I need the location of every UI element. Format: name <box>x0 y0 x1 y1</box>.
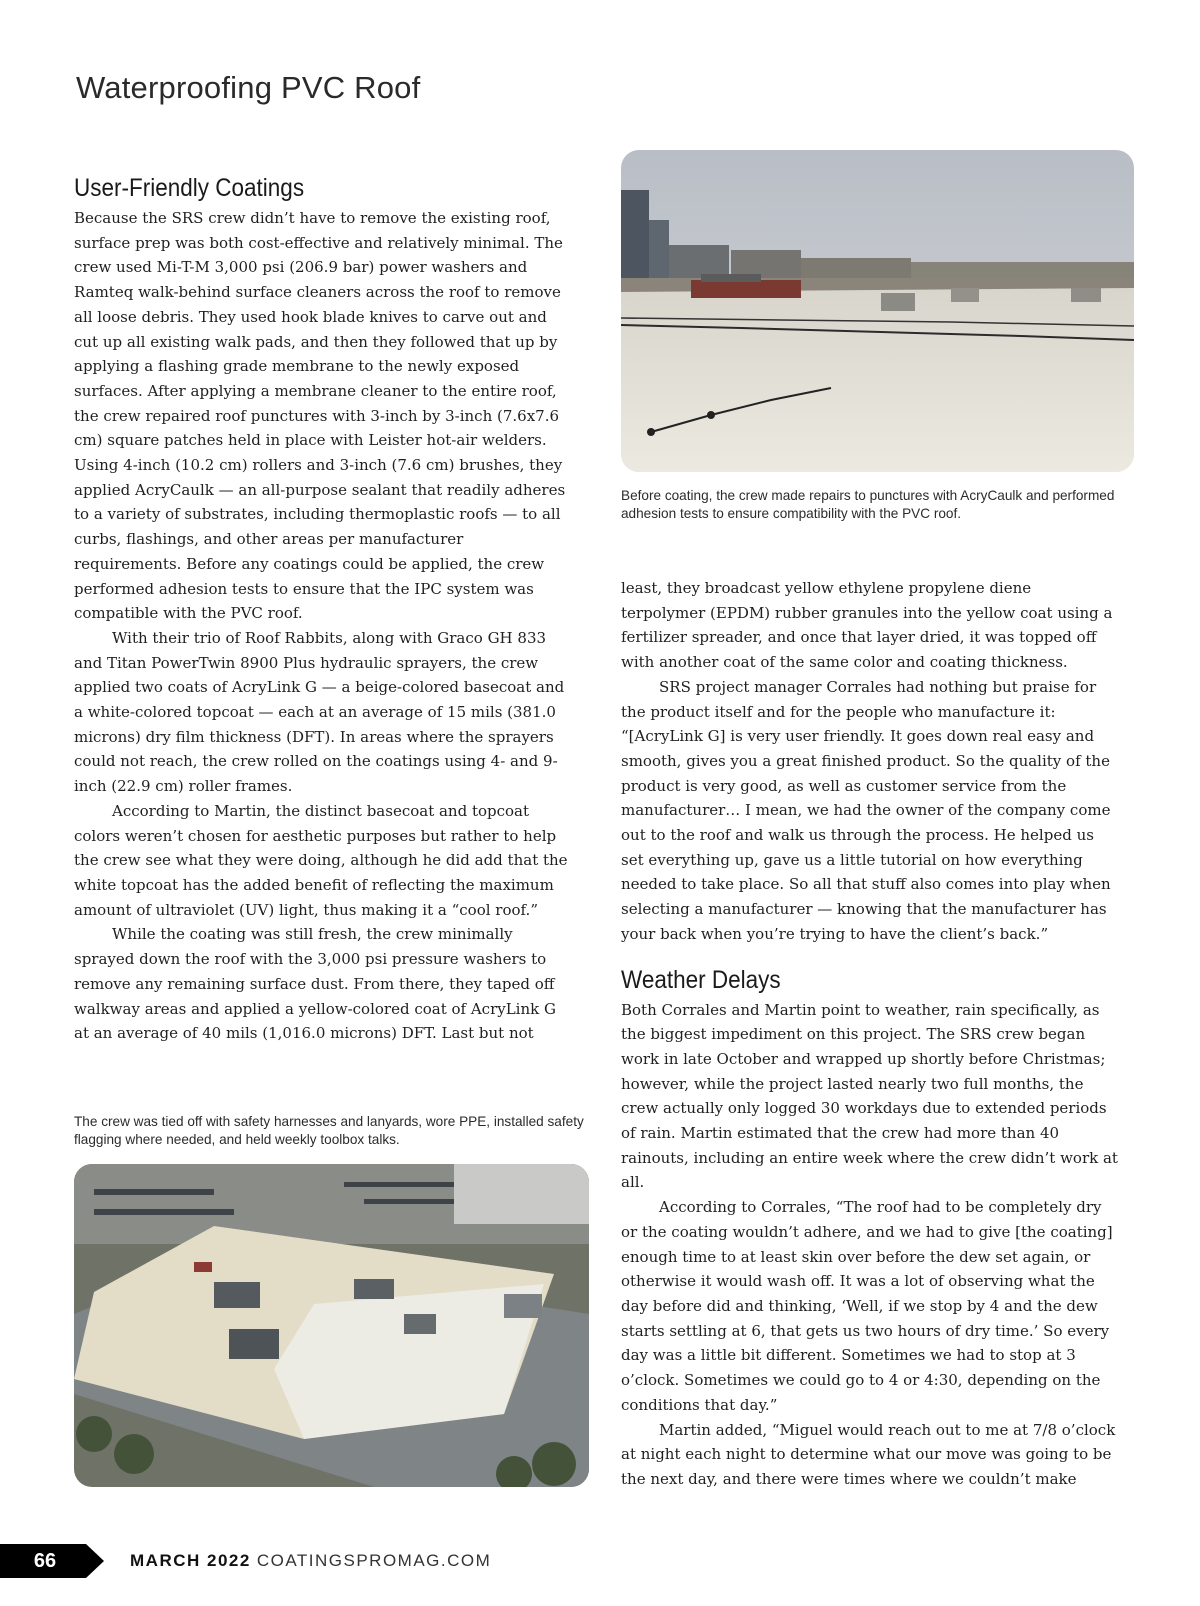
right-column <box>621 576 1119 1492</box>
paragraph: Because the SRS crew didn’t have to remove the existing roof, surface prep was both cost-effective and relatively minimal. The crew used Mi-T-M 3,000 psi (206.9 bar) power washers and Ramteq walk-behind surface cleaners across the roof to remove all loose debris. They used hook blade knives to carve out and cut up all existing walk pads, and then they followed that up by applying a flashing grade membrane to the newly exposed surfaces. After applying a membrane cleaner to the entire roof, the crew repaired roof punctures with 3-inch by 3-inch (7.6x7.6 cm) square patches held in place with Leister hot-air welders. Using 4-inch (10.2 cm) rollers and 3-inch (7.6 cm) brushes, they applied AcryCaulk — an all-purpose sealant that readily adheres to a variety of substrates, including thermoplastic roofs — to all curbs, flashings, and other areas per manufacturer requirements. Before any coatings could be applied, the crew performed adhesion tests to ensure that the IPC system was compatible with the PVC roof. <box>74 209 566 623</box>
heading-weather-delays: Weather Delays <box>621 965 781 994</box>
bottom-photo-caption: The crew was tied off with safety harnesses and lanyards, wore PPE, installed safety flagging where needed, and held weekly toolbox talks. <box>74 1114 584 1147</box>
page-footer <box>0 1544 600 1578</box>
paragraph: Martin added, “Miguel would reach out to me at 7/8 o’clock at night each night to determine what our move was going to be the next day, and there were times where we couldn’t make <box>621 1420 1116 1488</box>
section-header: Waterproofing PVC Roof <box>76 70 421 105</box>
page-number: 66 <box>33 1550 57 1572</box>
aerial-roof-photo <box>74 1164 589 1487</box>
left-column <box>74 173 572 1046</box>
paragraph: Both Corrales and Martin point to weather, rain specifically, as the biggest impediment on this project. The SRS crew began work in late October and wrapped up shortly before Christmas; however, while the project lasted nearly two full months, the crew actually only logged 30 workdays due to extended periods of rain. Martin estimated that the crew had more than 40 rainouts, including an entire week where the crew didn’t work at all. <box>621 1000 1118 1192</box>
footer-issue-info <box>130 1544 491 1578</box>
top-photo-caption: Before coating, the crew made repairs to punctures with AcryCaulk and performed adhesion tests to ensure compatibility with the PVC roof. <box>621 488 1115 521</box>
paragraph: With their trio of Roof Rabbits, along with Graco GH 833 and Titan PowerTwin 8900 Plus hydraulic sprayers, the crew applied two coats of AcryLink G — a beige-colored basecoat and a white-colored topcoat — each at an average of 15 mils (381.0 microns) dry film thickness (DFT). In areas where the sprayers could not reach, the crew rolled on the coatings using 4- and 9-inch (22.9 cm) roller frames. <box>74 628 565 796</box>
paragraph: According to Corrales, “The roof had to be completely dry or the coating wouldn’t adhere, and we had to give [the coating] enough time to at least skin over before the dew set again, or otherwise it would wash off. It was a lot of observing what the day before did and thinking, ‘Well, if we stop by 4 and the dew starts settling at 6, that gets us two hours of dry time.’ So every day was a little bit different. Sometimes we had to stop at 3 o’clock. Sometimes we could go to 4 or 4:30, depending on the conditions that day.” <box>621 1198 1113 1414</box>
paragraph: While the coating was still fresh, the crew minimally sprayed down the roof with the 3,000 psi pressure washers to remove any remaining surface dust. From there, they taped off walkway areas and applied a yellow-colored coat of AcryLink G at an average of 40 mils (1,016.0 microns) DFT. Last but not <box>74 925 556 1043</box>
paragraph: SRS project manager Corrales had nothing but praise for the product itself and for the people who manufacture it: “[AcryLink G] is very user friendly. It goes down real easy and smooth, gives you a great finished product. So the quality of the product is very good, as well as customer service from the manufacturer… I mean, we had the owner of the company come out to the roof and walk us through the process. He helped us set everything up, gave us a little tutorial on how everything needed to take place. So all that stuff also comes into play when selecting a manufacturer — knowing that the manufacturer has your back when you’re trying to have the client’s back.” <box>621 677 1111 943</box>
paragraph: least, they broadcast yellow ethylene propylene diene terpolymer (EPDM) rubber granules into the yellow coat using a fertilizer spreader, and once that layer dried, it was topped off with another coat of the same color and coating thickness. <box>621 579 1113 672</box>
website-link[interactable]: COATINGSPROMAG.COM <box>256 1551 492 1570</box>
heading-user-friendly-coatings: User-Friendly Coatings <box>74 174 305 202</box>
roof-before-coating-photo <box>621 150 1134 472</box>
issue-date: MARCH 2022 <box>130 1551 251 1570</box>
paragraph: According to Martin, the distinct basecoat and topcoat colors weren’t chosen for aesthetic purposes but rather to help the crew see what they were doing, although he did add that the white topcoat has the added benefit of reflecting the maximum amount of ultraviolet (UV) light, thus making it a “cool roof.” <box>74 801 568 919</box>
